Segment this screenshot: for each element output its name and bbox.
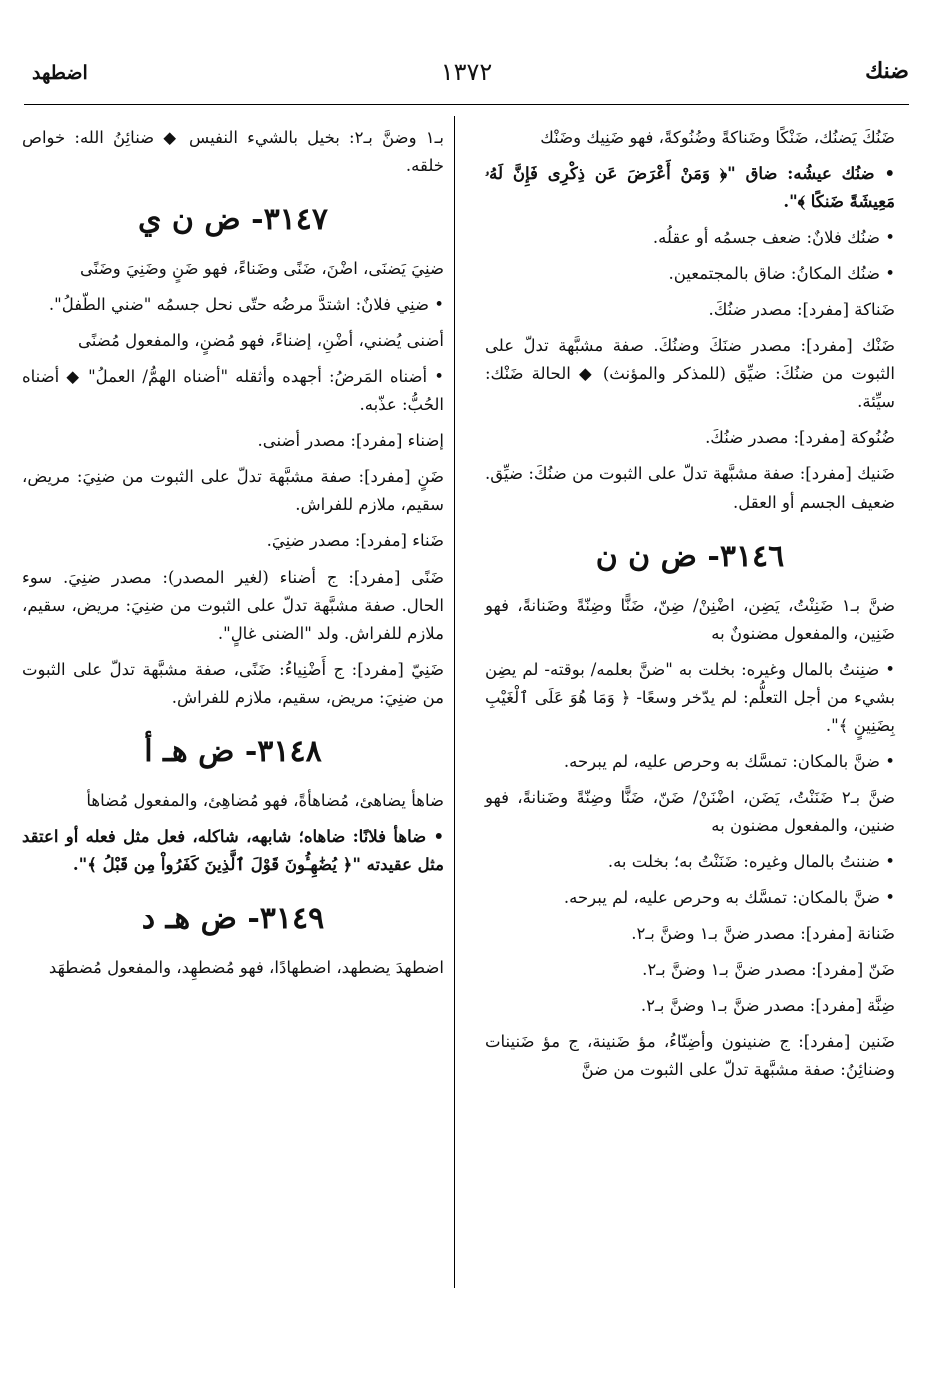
entry-paragraph: ضَنّ [مفرد]: مصدر ضنَّ بـ١ وضنَّ بـ٢. [642,960,895,980]
entry-paragraph: أضنى يُضني، أضْنِ، إضناءً، فهو مُضنٍ، والمفعول مُضنًى [77,331,444,351]
entry-paragraph: • ضنِنتُ بالمال وغيره: بخلت به "ضنَّ بعلمه/ بوقته- لم يضِن بشيء من أجل التعلُّم: لم يدّخر وسعًا- ﴿ وَمَا هُوَ عَلَى ٱلْغَيْبِ بِضَنِينٍ ﴾". [485,659,895,735]
entry-paragraph: ضنَّ بـ٢ ضَنَنْتُ، يَضَن، اضْنَنْ/ ضَنّ، ضَنًّا وضِنّةً وضَنانةً، فهو ضنين، والمفعول مضنون به [485,787,895,835]
entry-paragraph: ضَنُكَ يَضنُك، ضَنْكًا وضَناكةً وضُنُوكةً، فهو ضَنِيك وضَنْك [540,128,895,147]
entry-paragraph: ضَنْك [مفرد]: مصدر ضنَكَ وضنُكَ. صفة مشبَّهة تدلّ على الثبوت من ضنُكَ: ضيِّق (للمذكر والمؤنث) ◆ الحالة ضَنْك: سيِّئة. [485,336,895,412]
page-header [24,58,909,98]
root-heading: ٣١٤٨- ض هـ أ [144,733,322,769]
left-column [22,124,444,990]
entry-paragraph: • ضنُك المكانُ: ضاق بالمجتمعين. [668,264,895,284]
entry-paragraph: ضَنًى [مفرد]: ج أضناء (لغير المصدر): مصدر ضنِيَ. سوء الحال. صفة مشبَّهة تدلّ على الثبوت من ضنِيَ: مريض، سقيم، ملازم للفراش. ولد "الضنى غالٍ". [22,567,444,643]
page-number: ١٣٧٢ [440,58,493,86]
header-first-word: ضنك [865,58,909,84]
entry-paragraph: ضَنِيّ [مفرد]: ج أَضْنِياءُ: ضَنًى، صفة مشبَّهة تدلّ على الثبوت من ضنِيَ: مريض، سقيم، ملازم للفراش. [22,659,444,707]
entry-paragraph: ضَناء [مفرد]: مصدر ضنِيَ. [266,531,444,551]
entry-paragraph: • ضننتُ بالمال وغيره: ضَنَنْتُ به؛ بخلت به. [607,851,895,871]
header-rule [24,104,909,105]
entry-paragraph: • ضاهأ فلانًا: ضاهاه؛ شابهه، شاكله، فعل مثل فعله أو اعتقد مثل عقيدته "﴿ يُضَٰهِـُٔونَ قَوْلَ ٱلَّذِينَ كَفَرُواْ مِن قَبْلُ ﴾". [22,826,444,874]
entry-paragraph: ضُنُوكة [مفرد]: مصدر ضنُكَ. [705,428,895,448]
entry-paragraph: اضطهدَ يضطهد، اضطهادًا، فهو مُضطهِد، والمفعول مُضطهَد [48,957,444,977]
entry-paragraph: ضَنٍ [مفرد]: صفة مشبَّهة تدلّ على الثبوت من ضنِيَ: مريض، سقيم، ملازم للفراش. [22,467,444,515]
entry-paragraph: إضناء [مفرد]: مصدر أضنى. [257,431,444,451]
entry-paragraph: ضاهأ يضاهئ، مُضاهأةً، فهو مُضاهِئ، والمفعول مُضاهأ [86,790,444,810]
entry-paragraph: • ضنَّ بالمكان: تمسَّك به وحرص عليه، لم يبرحه. [563,887,895,907]
root-heading: ٣١٤٦- ض ن ن [595,538,785,574]
root-heading: ٣١٤٩- ض هـ د [141,900,325,936]
header-last-word: اضطهد [32,62,88,84]
entry-paragraph: ضَنيك [مفرد]: صفة مشبَّهة تدلّ على الثبوت من ضنُكَ: ضيِّق. ضعيف الجسم أو العقل. [485,464,895,512]
entry-paragraph: بـ١ وضنَّ بـ٢: بخيل بالشيء النفيس ◆ ضنائِنُ الله: خواص خلقه. [22,128,444,176]
entry-paragraph: • ضنَّ بالمكان: تمسَّك به وحرص عليه، لم يبرحه. [563,751,895,771]
root-heading: ٣١٤٧- ض ن ي [137,202,329,238]
entry-paragraph: ضِنَّة [مفرد]: مصدر ضنَّ بـ١ وضنَّ بـ٢. [640,996,895,1016]
column-divider [454,116,455,1288]
entry-paragraph: ضَناكة [مفرد]: مصدر ضنُكَ. [708,300,895,320]
entry-paragraph: • ضنِي فلانٌ: اشتدَّ مرضُه حتّى نحل جسمُه "ضني الطّفلُ". [48,295,444,315]
right-column [485,124,895,1092]
entry-paragraph: • أضناه المَرضُ: أجهده وأثقله "أضناه الهمُّ/ العملُ" ◆ أضناه الحُبُّ: عذّبه. [22,367,444,415]
entry-paragraph: ضَنين [مفرد]: ج ضنينون وأضِنّاءُ، مؤ ضَنينة، ج مؤ ضَنينات وضنائِنُ: صفة مشبَّهة تدلّ على الثبوت من ضنَّ [485,1032,895,1080]
entry-paragraph: • ضنُك عيشُه: ضاق "﴿ وَمَنْ أَعْرَضَ عَن ذِكْرِى فَإِنَّ لَهُۥ مَعِيشَةً ضَنكًا ﴾". [485,164,895,212]
entry-paragraph: ضَنانة [مفرد]: مصدر ضنَّ بـ١ وضنَّ بـ٢. [631,924,895,944]
entry-paragraph: ضنَّ بـ١ ضَنِنْتُ، يَضِن، اضْنِنْ/ ضِنّ، ضَنًّا وضِنّةً وضَنانةً، فهو ضَنِين، والمفعول مضنونٌ به [485,595,895,643]
entry-paragraph: • ضنُك فلانٌ: ضعف جسمُه أو عقلُه. [652,228,895,248]
entry-paragraph: ضنِيَ يَضنَى، اضْنَ، ضَنًى وضَناءً، فهو ضَنٍ وضَنِيَ وضَنًى [80,259,444,279]
